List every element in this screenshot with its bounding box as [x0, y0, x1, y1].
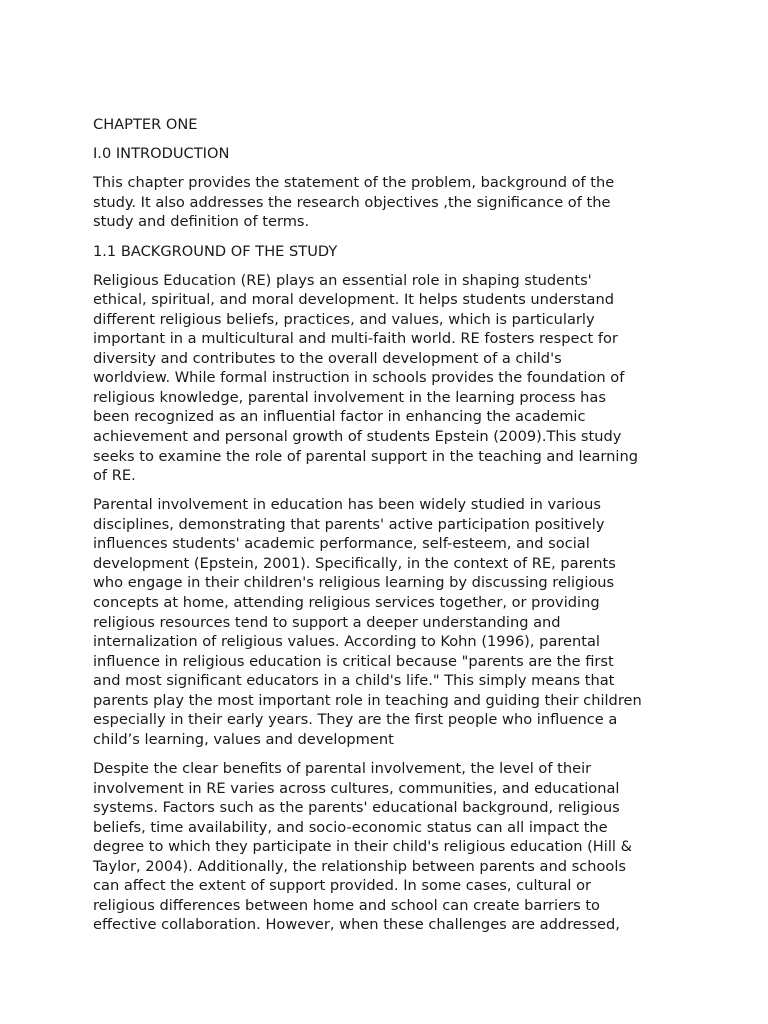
text-line: achievement and personal growth of students Epstein (2009).This study [93, 428, 622, 446]
text-line: been recognized as an influential factor in enhancing the academic [93, 408, 586, 426]
text-line: development (Epstein, 2001). Specifically, in the context of RE, parents [93, 554, 616, 572]
text-line: concepts at home, attending religious services together, or providing [93, 594, 600, 611]
text-line: This chapter provides the statement of the problem, background of the [93, 174, 615, 192]
background-heading: 1.1 BACKGROUND OF THE STUDY [93, 242, 338, 260]
text-line: of RE. [93, 467, 136, 485]
text-line: Despite the clear benefits of parental involvement, the level of their [93, 759, 592, 777]
text-line: Parental involvement in education has been widely studied in various [93, 496, 601, 514]
text-line: influence in religious education is critical because "parents are the first [93, 652, 614, 670]
text-line: different religious beliefs, practices, and values, which is particularly [93, 310, 595, 328]
text-line: study. It also addresses the research objectives ,the significance of the [93, 193, 611, 211]
text-line: Religious Education (RE) plays an essential role in shaping students' [93, 271, 592, 289]
text-line: seeks to examine the role of parental support in the teaching and learning [93, 447, 638, 465]
paragraph-3 [93, 759, 683, 935]
text-line: can affect the extent of support provided. In some cases, cultural or [93, 877, 592, 895]
text-line: internalization of religious values. According to Kohn (1996), parental [93, 633, 600, 651]
text-line: worldview. While formal instruction in schools provides the foundation of [93, 369, 625, 387]
intro-heading: I.0 INTRODUCTION [93, 145, 230, 163]
text-line: parents play the most important role in teaching and guiding their children [93, 691, 642, 709]
text-line: child’s learning, values and development [93, 730, 394, 748]
text-line: who engage in their children's religious learning by discussing religious [93, 574, 615, 592]
text-line: especially in their early years. They are the first people who influence a [93, 711, 618, 729]
text-line: study and definition of terms. [93, 213, 310, 231]
text-line: ethical, spiritual, and moral development. It helps students understand [93, 291, 614, 309]
text-line: diversity and contributes to the overall development of a child's [93, 349, 562, 367]
text-line: influences students' academic performance, self-esteem, and social [93, 535, 590, 553]
intro-paragraph [93, 173, 683, 232]
text-line: degree to which they participate in their child's religious education (Hill & [93, 838, 632, 856]
text-line: and most significant educators in a child's life." This simply means that [93, 672, 615, 690]
paragraph-2 [93, 495, 683, 749]
text-line: effective collaboration. However, when these challenges are addressed, [93, 916, 620, 934]
chapter-title: CHAPTER ONE [93, 116, 198, 133]
paragraph-1 [93, 271, 683, 486]
text-line: religious knowledge, parental involvement in the learning process has [93, 388, 606, 406]
text-line: involvement in RE varies across cultures, communities, and educational [93, 779, 620, 797]
text-line: beliefs, time availability, and socio-economic status can all impact the [93, 818, 608, 836]
text-line: important in a multicultural and multi-faith world. RE fosters respect for [93, 330, 618, 348]
text-line: Taylor, 2004). Additionally, the relationship between parents and schools [93, 857, 626, 875]
text-line: disciplines, demonstrating that parents' active participation positively [93, 515, 605, 533]
text-line: systems. Factors such as the parents' educational background, religious [93, 799, 620, 817]
text-line: religious resources tend to support a deeper understanding and [93, 613, 561, 631]
document-page [93, 115, 683, 944]
text-line: religious differences between home and school can create barriers to [93, 896, 600, 914]
